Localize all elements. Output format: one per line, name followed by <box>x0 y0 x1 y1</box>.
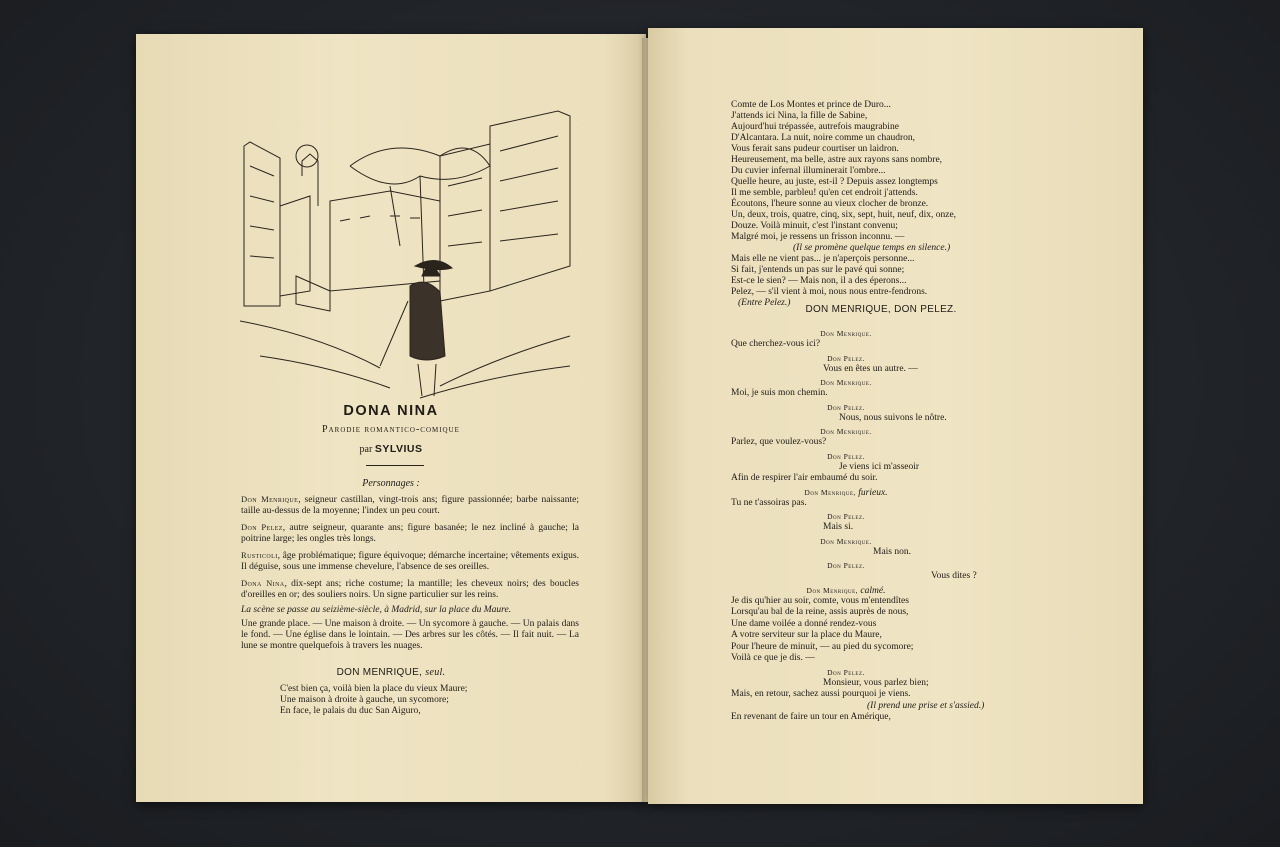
verse-line: Comte de Los Montes et prince de Duro... <box>731 100 891 110</box>
dialogue-line: Moi, je suis mon chemin. <box>731 388 828 398</box>
verse-line: Douze. Voilà minuit, c'est l'instant convenu; <box>731 221 898 231</box>
verse-line: En face, le palais du duc San Aiguro, <box>280 706 421 716</box>
dialogue-line: En revenant de faire un tour en Amérique, <box>731 712 891 722</box>
speaker-label: Don Pelez. <box>827 512 865 521</box>
character-description: , dix-sept ans; riche costume; la mantille; les cheveux noirs; des boucles d'oreilles en or; des souliers noirs. Un signe particulier sur les reins. <box>241 579 579 600</box>
speaker-label: Don Pelez. <box>827 353 865 363</box>
speaker-name <box>731 586 961 596</box>
speaker-name <box>731 427 961 437</box>
dialogue-line: Monsieur, vous parlez bien; <box>823 677 929 688</box>
speaker-name <box>731 668 961 678</box>
speaker-label: Don Pelez. <box>827 402 865 412</box>
character-description: , autre seigneur, quarante ans; figure basanée; le nez incliné à gauche; la poitrine large; les ongles très longs. <box>241 523 579 544</box>
dialogue-block <box>731 326 1071 724</box>
verse-line: Mais elle ne vient pas... je n'aperçois personne... <box>731 254 915 264</box>
character-name: Dona Nina <box>241 578 285 588</box>
scene-heading <box>136 667 646 678</box>
speaker-label: Don Menrique, <box>806 585 859 595</box>
street-scene-illustration <box>240 106 580 406</box>
verse-line: D'Alcantara. La nuit, noire comme un chaudron, <box>731 133 915 143</box>
speaker-manner: calmé. <box>860 585 886 596</box>
right-page <box>648 28 1143 804</box>
scene-heading-2: DON MENRIQUE, DON PELEZ. <box>805 304 957 315</box>
speaker-label: Don Pelez. <box>827 451 865 461</box>
speaker-name <box>731 452 961 462</box>
dialogue-line: Nous, nous suivons le nôtre. <box>839 412 947 423</box>
verse-line: Écoutons, l'heure sonne au vieux clocher de bronze. <box>731 199 929 209</box>
character-entry <box>241 494 579 517</box>
dialogue-line: Vous en êtes un autre. — <box>823 363 918 374</box>
speaker-label: Don Menrique, <box>804 487 856 497</box>
character-description: , âge problématique; figure équivoque; démarche incertaine; vêtements exigus. Il déguise, sous une immense chevelure, l'absence de ses oreilles. <box>241 551 579 572</box>
speaker-name <box>731 512 961 522</box>
stage-direction: (Il se promène quelque temps en silence.) <box>793 243 951 253</box>
speaker-label: Don Menrique. <box>820 378 872 387</box>
speaker-name <box>731 354 961 364</box>
speaker-name <box>731 378 961 388</box>
speaker-label: Don Pelez. <box>827 667 865 677</box>
verse-line: Est-ce le sien? — Mais non, il a des éperons... <box>731 276 907 286</box>
dialogue-line: Que cherchez-vous ici? <box>731 339 821 349</box>
character-name: Rusticoli <box>241 550 278 560</box>
dialogue-line: Mais, en retour, sachez aussi pourquoi je viens. <box>731 689 911 699</box>
verse-line: Une maison à droite à gauche, un sycomore; <box>280 695 449 705</box>
scene-heading-name: DON MENRIQUE, <box>336 667 423 678</box>
author-name: SYLVIUS <box>374 443 423 455</box>
dialogue-line: Une dame voilée a donné rendez-vous <box>731 618 877 629</box>
author-line <box>136 443 646 455</box>
dialogue-line: Je dis qu'hier au soir, comte, vous m'entendîtes <box>731 595 909 606</box>
speaker-label: Don Menrique. <box>820 536 872 546</box>
scene-heading-note: seul. <box>425 667 446 678</box>
speaker-label: Don Menrique. <box>820 329 872 338</box>
play-subtitle: Parodie romantico-comique <box>322 424 460 435</box>
verse-line: Si fait, j'entends un pas sur le pavé qui sonne; <box>731 265 905 275</box>
character-entry <box>241 550 579 573</box>
character-name: Don Pelez <box>241 522 283 532</box>
characters-list <box>241 494 579 606</box>
dialogue-line: Tu ne t'assoiras pas. <box>731 497 807 508</box>
speaker-name <box>731 329 961 339</box>
dialogue-line: Lorsqu'au bal de la reine, assis auprès de nous, <box>731 607 909 617</box>
author-prefix: par <box>359 444 373 455</box>
dialogue-line: Pour l'heure de minuit, — au pied du sycomore; <box>731 641 914 652</box>
divider <box>366 465 424 466</box>
speaker-name <box>731 488 961 498</box>
dialogue-line: Je viens ici m'asseoir <box>839 461 920 472</box>
speaker-name <box>731 537 961 547</box>
characters-heading: Personnages : <box>362 478 420 489</box>
verse-line: Un, deux, trois, quatre, cinq, six, sept, huit, neuf, dix, onze, <box>731 210 957 220</box>
verse-line: Vous ferait sans pudeur courtiser un laidron. <box>731 144 899 154</box>
stage-direction: (Entre Pelez.) <box>738 298 791 308</box>
left-page <box>136 34 646 802</box>
dialogue-line: (Il prend une prise et s'assied.) <box>867 700 985 711</box>
stage-direction: Une grande place. — Une maison à droite. — Un sycomore à gauche. — Un palais dans le fond. — Une église dans le lointain. — Des arbres sur les côtés. — Il fait nuit. — La lune se montre quelquefois à travers les nuages. <box>241 619 579 651</box>
scene-setting-note: La scène se passe au seizième-siècle, à Madrid, sur la place du Maure. <box>241 605 512 615</box>
speaker-name <box>731 403 961 413</box>
verse-line: Quelle heure, au juste, est-il ? Depuis assez longtemps <box>731 177 938 187</box>
verse-line: C'est bien ça, voilà bien la place du vieux Maure; <box>280 684 468 694</box>
verse-line: Pelez, — s'il vient à moi, nous nous entre-fendrons. <box>731 287 928 297</box>
dialogue-line: A votre serviteur sur la place du Maure, <box>731 630 882 640</box>
verse-line: Malgré moi, je ressens un frisson inconnu. — <box>731 232 905 242</box>
verse-line: Du cuvier infernal illuminerait l'ombre... <box>731 166 886 176</box>
character-description: , seigneur castillan, vingt-trois ans; figure passionnée; barbe naissante; taille au-dessus de la moyenne; l'index un peu court. <box>241 495 579 516</box>
verse-line: J'attends ici Nina, la fille de Sabine, <box>731 111 868 121</box>
dialogue-line: Mais si. <box>823 522 854 532</box>
speaker-manner: furieux. <box>858 487 888 498</box>
character-entry <box>241 522 579 545</box>
verse-line: Heureusement, ma belle, astre aux rayons sans nombre, <box>731 155 943 165</box>
speaker-label: Don Menrique. <box>820 427 872 436</box>
dialogue-line: Mais non. <box>873 546 911 557</box>
verse-line: Aujourd'hui trépassée, autrefois maugrabine <box>731 122 899 132</box>
speaker-name <box>731 561 961 571</box>
verse-line: Il me semble, parbleu! qu'en cet endroit j'attends. <box>731 188 918 198</box>
character-name: Don Menrique <box>241 494 299 504</box>
monologue-block <box>731 100 1031 309</box>
play-title: DONA NINA <box>343 403 439 419</box>
verse-block <box>280 684 467 717</box>
character-entry <box>241 578 579 601</box>
dialogue-line: Parlez, que voulez-vous? <box>731 437 827 447</box>
dialogue-line: Afin de respirer l'air embaumé du soir. <box>731 473 878 483</box>
speaker-label: Don Pelez. <box>827 561 865 570</box>
dialogue-line: Vous dites ? <box>931 571 977 581</box>
dialogue-line: Voilà ce que je dis. — <box>731 653 815 663</box>
